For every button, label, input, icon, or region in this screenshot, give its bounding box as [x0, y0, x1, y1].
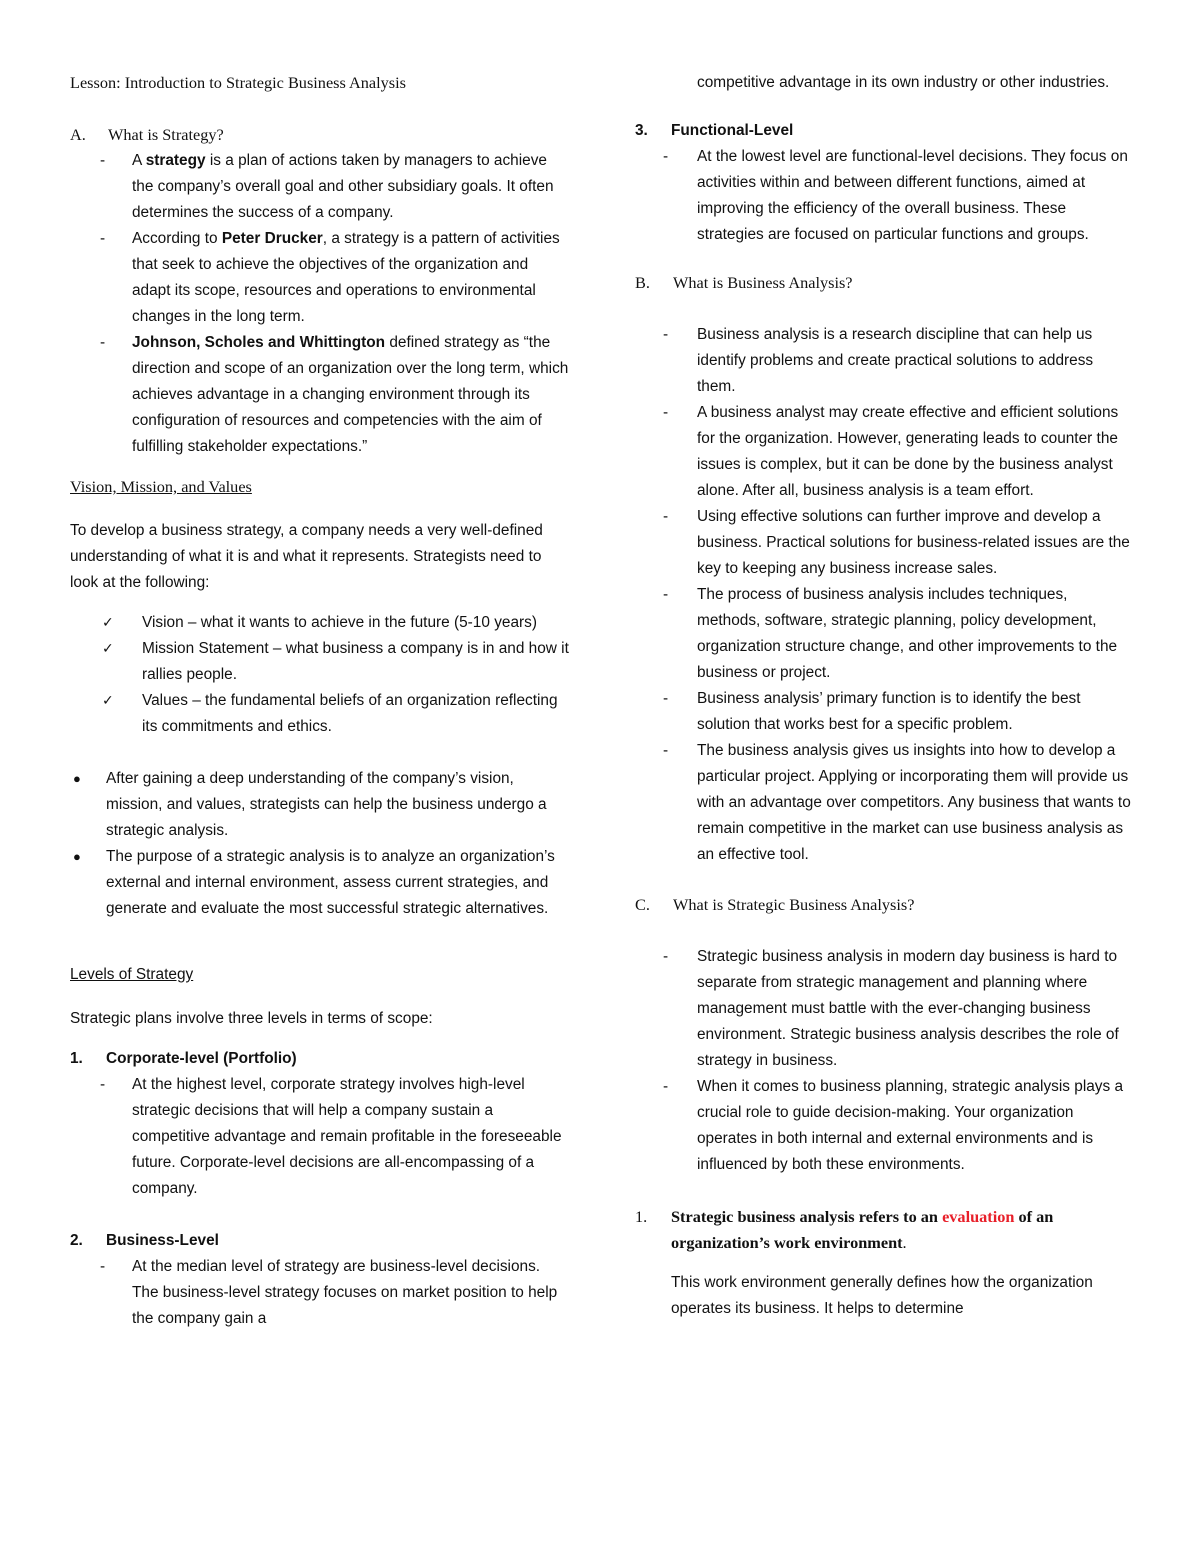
check-item: ✓ Vision – what it wants to achieve in the future (5-10 years) — [70, 610, 570, 636]
dash-marker: - — [100, 1258, 106, 1275]
check-item: ✓ Mission Statement – what business a company is in and how it rallies people. — [70, 636, 570, 688]
business-level-continuation: competitive advantage in its own industry or other industries. — [697, 74, 1110, 91]
section-c-heading — [635, 892, 1135, 918]
section-b-heading — [635, 270, 1135, 296]
section-letter: A. — [70, 125, 86, 144]
dash-marker: - — [663, 690, 669, 707]
level-number: 1. — [70, 1050, 83, 1067]
dash-marker: - — [100, 1076, 106, 1093]
list-item: - Johnson, Scholes and Whittington defined strategy as “the direction and scope of an organization over the long term, which achieves advantage in a changing environment through its configuration of resources and competencies with the aim of fulfilling stakeholder expectations.” — [70, 330, 570, 460]
level-number: 2. — [70, 1232, 83, 1249]
dash-marker: - — [100, 230, 106, 247]
list-item: - Business analysis is a research discipline that can help us identify problems and create practical solutions to address them. — [635, 322, 1135, 400]
list-item: - A strategy is a plan of actions taken by managers to achieve the company’s overall goal and other subsidiary goals. It often determines the success of a company. — [70, 148, 570, 226]
list-item: - The process of business analysis includes techniques, methods, software, strategic planning, policy development, organization structure change, and other improvements to the business or project. — [635, 582, 1135, 686]
levels-intro: Strategic plans involve three levels in terms of scope: — [70, 1010, 433, 1027]
dash-marker: - — [663, 586, 669, 603]
bullet-item: ● The purpose of a strategic analysis is to analyze an organization’s external and internal environment, assess current strategies, and generate and evaluate the most successful strategic alternatives. — [70, 844, 570, 922]
dash-marker: - — [663, 148, 669, 165]
dash-marker: - — [100, 334, 106, 351]
section-title: What is Strategy? — [108, 125, 224, 144]
highlight-evaluation: evaluation — [942, 1207, 1015, 1226]
point-number: 1. — [635, 1207, 648, 1226]
left-column — [70, 70, 570, 1332]
term-authors: Johnson, Scholes and Whittington — [132, 334, 386, 351]
dash-marker: - — [663, 948, 669, 965]
list-item: - At the highest level, corporate strategy involves high-level strategic decisions that will help a company sustain a competitive advantage and remain profitable in the foreseeable future. Corporate-level decisions are all-encompassing of a company. — [70, 1072, 570, 1202]
lesson-title: Lesson: Introduction to Strategic Business Analysis — [70, 73, 406, 92]
bullet-icon: ● — [73, 771, 81, 786]
right-column — [635, 70, 1135, 1322]
level-title: Corporate-level (Portfolio) — [106, 1050, 297, 1067]
checkmark-icon: ✓ — [102, 641, 114, 657]
dash-marker: - — [100, 152, 106, 169]
bullet-item: ● After gaining a deep understanding of the company’s vision, mission, and values, strategists can help the business undergo a strategic analysis. — [70, 766, 570, 844]
section-title: What is Strategic Business Analysis? — [673, 895, 915, 914]
section-a-heading — [70, 122, 570, 148]
section-letter: B. — [635, 273, 650, 292]
list-item: - At the lowest level are functional-level decisions. They focus on activities within and between different functions, aimed at improving the efficiency of the overall business. These strategies are focused on particular functions and groups. — [635, 144, 1135, 248]
term-peter-drucker: Peter Drucker — [221, 230, 323, 247]
level-title: Functional-Level — [671, 122, 794, 139]
vmv-intro: To develop a business strategy, a company needs a very well-defined understanding of what it is and what it represents. Strategists need to look at the following: — [70, 522, 543, 591]
bullet-icon: ● — [73, 849, 81, 864]
vmv-heading: Vision, Mission, and Values — [70, 477, 252, 496]
list-item: - Strategic business analysis in modern day business is hard to separate from strategic management and planning where management must battle with the ever-changing business environment. Strategic business analysis describes the role of strategy in business. — [635, 944, 1135, 1074]
dash-marker: - — [663, 508, 669, 525]
list-item: - A business analyst may create effective and efficient solutions for the organization. However, generating leads to counter the issues is complex, but it can be done by the business analyst alone. After all, business analysis is a team effort. — [635, 400, 1135, 504]
numbered-point: 1. Strategic business analysis refers to an evaluation of an organization’s work environment. — [635, 1204, 1135, 1256]
dash-marker: - — [663, 742, 669, 759]
check-item: ✓ Values – the fundamental beliefs of an organization reflecting its commitments and ethics. — [70, 688, 570, 740]
dash-marker: - — [663, 404, 669, 421]
term-strategy: strategy — [145, 152, 206, 169]
level-title: Business-Level — [106, 1232, 219, 1249]
section-title: What is Business Analysis? — [673, 273, 853, 292]
level-heading — [635, 118, 1135, 144]
level-number: 3. — [635, 122, 648, 139]
list-item: - According to Peter Drucker, a strategy is a pattern of activities that seek to achieve the objectives of the organization and adapt its scope, resources and operations to environmental changes in the long term. — [70, 226, 570, 330]
level-heading — [70, 1228, 570, 1254]
dash-marker: - — [663, 326, 669, 343]
list-item: - Business analysis’ primary function is to identify the best solution that works best for a specific problem. — [635, 686, 1135, 738]
levels-heading: Levels of Strategy — [70, 966, 194, 983]
checkmark-icon: ✓ — [102, 615, 114, 631]
list-item: - The business analysis gives us insights into how to develop a particular project. Applying or incorporating them will provide us with an advantage over competitors. Any business that wants to remain competitive in the market can use business analysis as an effective tool. — [635, 738, 1135, 868]
list-item: - At the median level of strategy are business-level decisions. The business-level strategy focuses on market position to help the company gain a — [70, 1254, 570, 1332]
list-item: - Using effective solutions can further improve and develop a business. Practical solutions for business-related issues are the key to keeping any business increase sales. — [635, 504, 1135, 582]
section-letter: C. — [635, 895, 650, 914]
dash-marker: - — [663, 1078, 669, 1095]
checkmark-icon: ✓ — [102, 693, 114, 709]
list-item: - When it comes to business planning, strategic analysis plays a crucial role to guide decision-making. Your organization operates in both internal and external environments and is influenced by both these environments. — [635, 1074, 1135, 1178]
point-body: This work environment generally defines how the organization operates its business. It helps to determine — [671, 1274, 1093, 1317]
level-heading — [70, 1046, 570, 1072]
